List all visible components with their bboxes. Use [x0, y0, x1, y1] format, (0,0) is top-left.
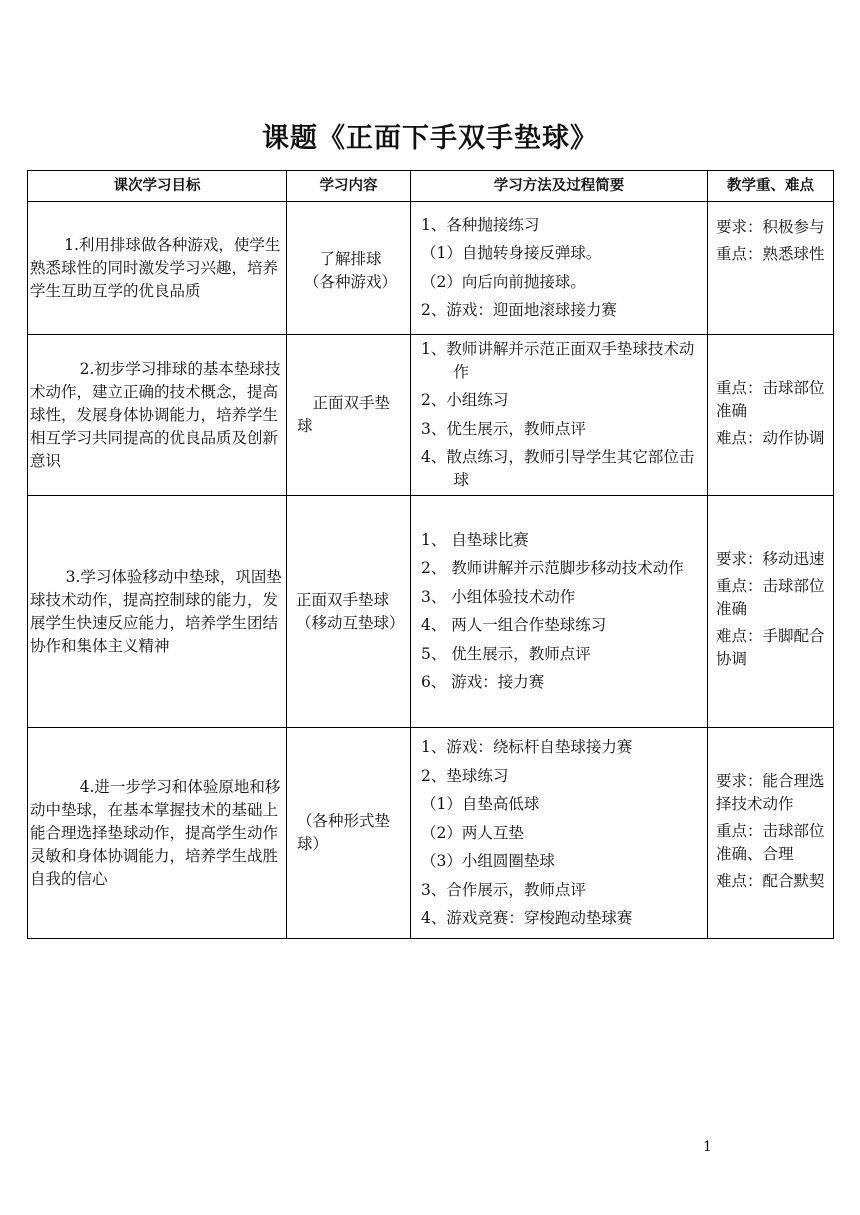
method-item: 2、垫球练习 — [421, 766, 509, 785]
page-number: 1 — [703, 1139, 712, 1155]
method-item: 3、合作展示，教师点评 — [421, 880, 586, 899]
method-item: 1、教师讲解并示范正面双手垫球技术动作 — [421, 339, 695, 381]
method-item: 4、游戏竞赛：穿梭跑动垫球赛 — [421, 909, 633, 927]
content-line: 正面双手垫球 — [297, 394, 391, 435]
method-item: 5、 优生展示，教师点评 — [421, 644, 591, 663]
method-item: （2）向后向前抛接球。 — [421, 272, 586, 291]
goal-cell — [28, 496, 287, 728]
keys-cell — [708, 202, 834, 335]
key-point: 重点：击球部位准确、合理 — [716, 821, 825, 863]
table-row — [28, 728, 834, 939]
lesson-plan-table — [27, 170, 834, 939]
header-method: 学习方法及过程简要 — [411, 171, 708, 202]
method-item: 4、 两人一组合作垫球练习 — [421, 616, 607, 635]
content-cell — [287, 496, 411, 728]
document-title: 课题《正面下手双手垫球》 — [262, 123, 598, 154]
table-header-row — [28, 171, 834, 202]
method-item: 6、 游戏：接力赛 — [421, 673, 545, 692]
header-keys: 教学重、难点 — [708, 171, 834, 202]
keys-cell — [708, 335, 834, 496]
key-point: 重点：击球部位准确 — [716, 577, 825, 618]
method-item: （2）两人互垫 — [421, 823, 524, 842]
method-item: （3）小组圆圈垫球 — [421, 852, 555, 870]
goal-cell — [28, 202, 287, 335]
content-line: （各种游戏） — [303, 273, 397, 291]
method-cell — [411, 728, 708, 939]
method-item: 2、 教师讲解并示范脚步移动技术动作 — [421, 559, 684, 578]
header-goal: 课次学习目标 — [28, 171, 287, 202]
method-item: 1、各种抛接练习 — [421, 215, 540, 234]
key-point: 重点：击球部位准确 — [716, 378, 825, 420]
header-content: 学习内容 — [287, 171, 411, 202]
content-line: 了解排球 — [319, 250, 382, 268]
keys-cell — [708, 728, 834, 939]
content-line: （各种形式垫球） — [297, 812, 391, 853]
key-point: 难点：配合默契 — [716, 871, 825, 890]
content-cell — [287, 728, 411, 939]
method-item: 1、游戏：绕标杆自垫球接力赛 — [421, 738, 633, 756]
key-point: 重点：熟悉球性 — [716, 245, 825, 263]
method-item: （1）自抛转身接反弹球。 — [421, 244, 602, 263]
key-point: 难点：动作协调 — [716, 428, 825, 447]
table-row — [28, 496, 834, 728]
content-line: 正面双手垫球 — [296, 590, 390, 609]
goal-cell — [28, 335, 287, 496]
key-point: 难点：手脚配合协调 — [716, 627, 825, 668]
keys-cell — [708, 496, 834, 728]
table-row — [28, 202, 834, 335]
content-cell — [287, 335, 411, 496]
goal-text: 4.进一步学习和体验原地和移动中垫球，在基本掌握技术的基础上能合理选择垫球动作，提高学生动作灵敏和身体协调能力，培养学生战胜自我的信心 — [30, 777, 281, 888]
key-point: 要求：积极参与 — [716, 218, 825, 236]
key-point: 要求：能合理选择技术动作 — [716, 771, 825, 813]
goal-cell — [28, 728, 287, 939]
method-item: 3、优生展示，教师点评 — [421, 419, 586, 438]
method-item: 2、游戏：迎面地滚球接力赛 — [421, 301, 617, 320]
method-item: （1）自垫高低球 — [421, 795, 540, 813]
content-cell — [287, 202, 411, 335]
method-item: 3、 小组体验技术动作 — [421, 587, 576, 606]
goal-text: 3.学习体验移动中垫球，巩固垫球技术动作，提高控制球的能力，发展学生快速反应能力，培养学生团结协作和集体主义精神 — [30, 567, 282, 655]
key-point: 要求：移动迅速 — [716, 550, 825, 568]
method-item: 1、 自垫球比赛 — [421, 530, 529, 549]
table-row — [28, 335, 834, 496]
goal-text: 1.利用排球做各种游戏，使学生熟悉球性的同时激发学习兴趣，培养学生互助互学的优良品质 — [30, 235, 281, 300]
content-line: （移动互垫球） — [296, 613, 405, 632]
method-cell — [411, 335, 708, 496]
method-item: 2、小组练习 — [421, 391, 509, 410]
goal-text: 2.初步学习排球的基本垫球技术动作，建立正确的技术概念，提高球性，发展身体协调能力，培养学生相互学习共同提高的优良品质及创新意识 — [30, 359, 281, 470]
method-item: 4、散点练习，教师引导学生其它部位击球 — [421, 448, 695, 490]
method-cell — [411, 496, 708, 728]
method-cell — [411, 202, 708, 335]
